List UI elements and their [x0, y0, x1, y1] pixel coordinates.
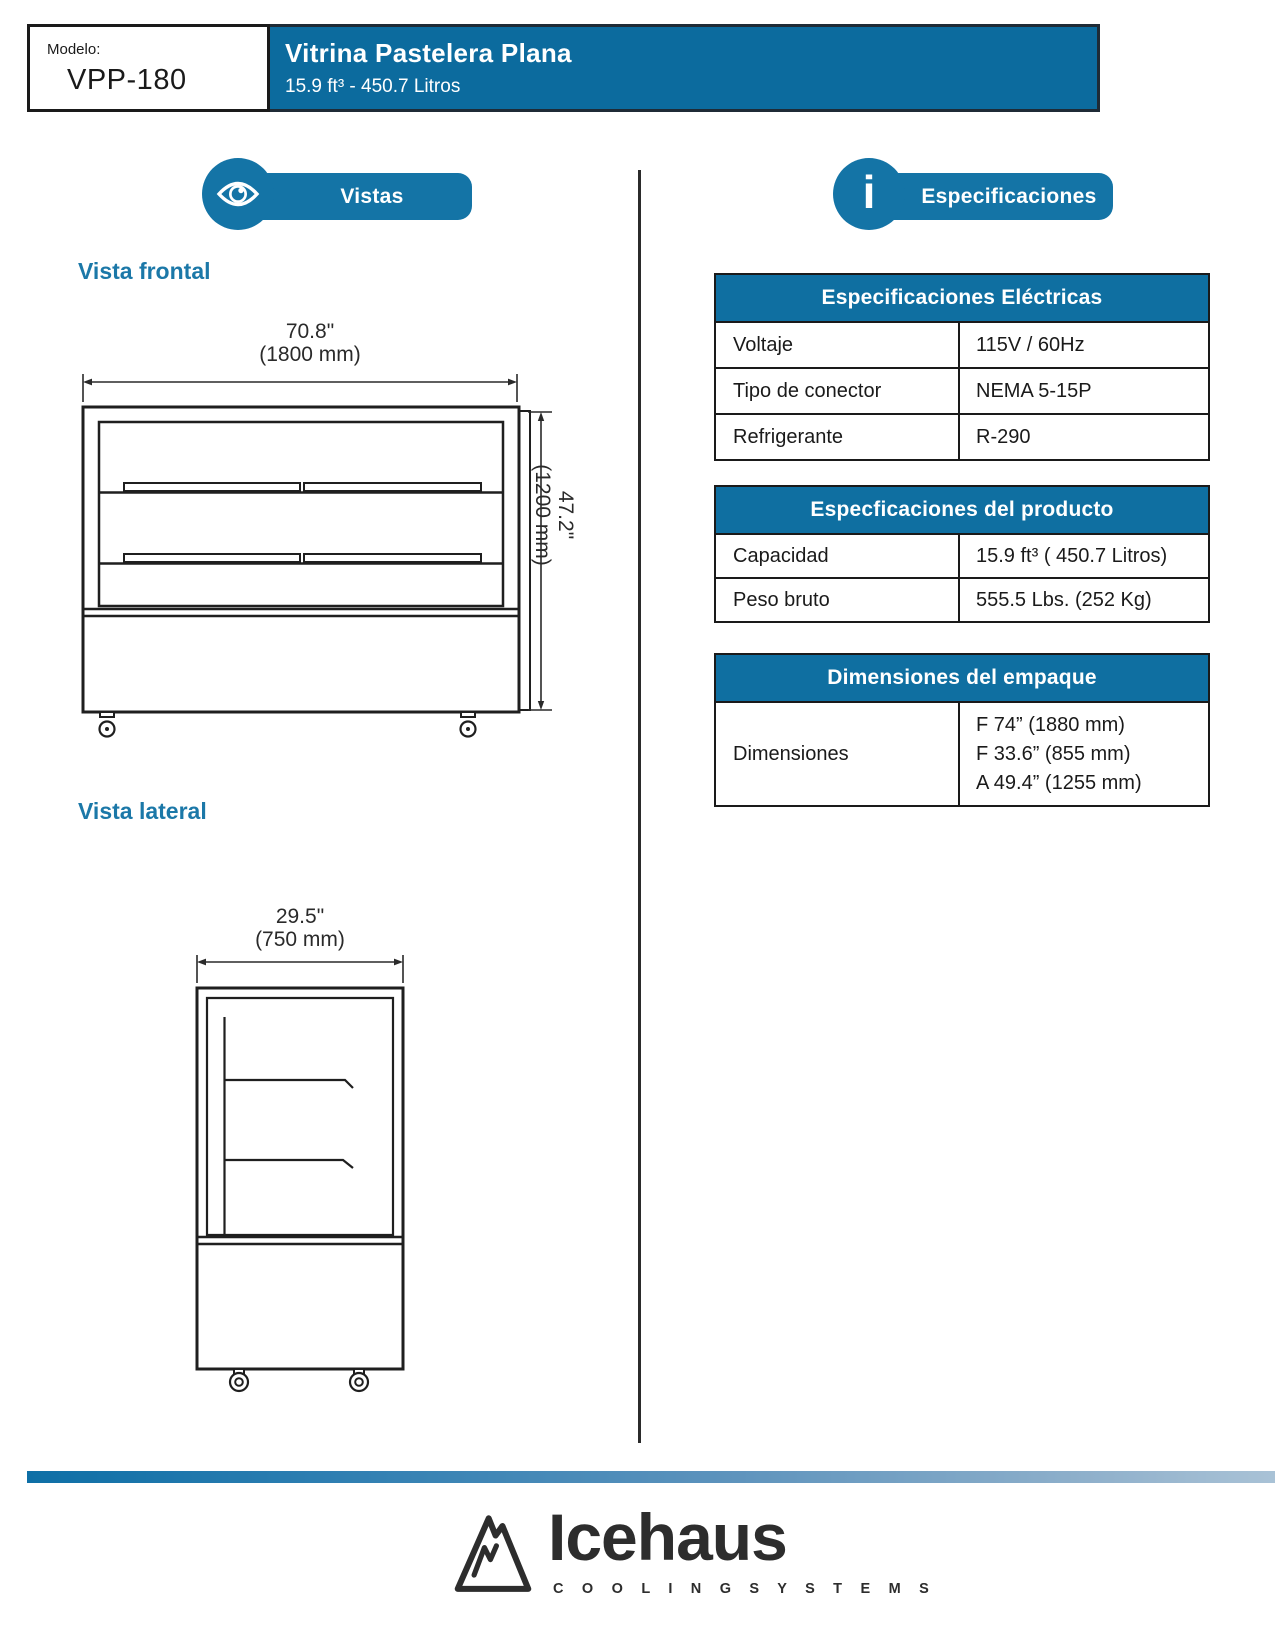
product-specs-table — [714, 485, 1210, 623]
model-label: Modelo: — [47, 41, 101, 58]
vistas-label: Vistas — [340, 184, 404, 208]
table-row — [716, 367, 1208, 413]
side-width-mm: (750 mm) — [255, 928, 345, 951]
packaging-dim-line-1: F 74” (1880 mm) — [976, 713, 1125, 736]
table-cell-label: Peso bruto — [733, 588, 830, 611]
side-left-caster — [230, 1369, 248, 1391]
front-width-inches: 70.8" — [285, 320, 335, 343]
front-right-caster — [461, 712, 476, 737]
front-height-dimension — [531, 455, 577, 575]
table-cell-label: Refrigerante — [733, 425, 844, 448]
column-divider — [638, 170, 641, 1443]
table-cell-value: R-290 — [958, 415, 1208, 459]
table-row — [716, 577, 1208, 621]
table-row — [716, 535, 1208, 577]
especificaciones-label: Especificaciones — [921, 184, 1097, 208]
front-view-drawing — [60, 370, 560, 748]
table-row — [716, 703, 1208, 805]
brand-name: Icehaus — [548, 1500, 787, 1574]
packaging-dimensions-title: Dimensiones del empaque — [716, 655, 1208, 703]
brand-tagline: C O O L I N G S Y S T E M S — [553, 1581, 936, 1597]
title-bar — [268, 24, 1100, 112]
table-cell-value: NEMA 5-15P — [958, 369, 1208, 413]
table-cell-label: Dimensiones — [733, 742, 849, 765]
table-cell-value: 15.9 ft³ ( 450.7 Litros) — [958, 535, 1208, 577]
footer-accent-bar — [27, 1471, 1275, 1483]
front-width-mm: (1800 mm) — [259, 343, 361, 366]
table-cell-value: 115V / 60Hz — [958, 323, 1208, 367]
product-subtitle: 15.9 ft³ - 450.7 Litros — [285, 76, 461, 97]
packaging-dim-line-2: F 33.6” (855 mm) — [976, 742, 1131, 765]
table-cell-value: 555.5 Lbs. (252 Kg) — [958, 579, 1208, 621]
model-box — [27, 24, 270, 112]
packaging-dimensions-table — [714, 653, 1210, 807]
front-height-mm: (1200 mm) — [531, 464, 554, 566]
info-icon: i — [862, 166, 876, 218]
packaging-dim-line-3: A 49.4” (1255 mm) — [976, 771, 1142, 794]
electrical-specs-table — [714, 273, 1210, 461]
table-cell-label: Capacidad — [733, 544, 829, 567]
table-row — [716, 323, 1208, 367]
model-value: VPP-180 — [67, 64, 187, 96]
product-specs-title: Especficaciones del producto — [716, 487, 1208, 535]
side-width-inches: 29.5" — [275, 905, 325, 928]
side-width-dimension — [190, 905, 410, 951]
table-cell-label: Tipo de conector — [733, 379, 882, 402]
front-left-caster — [100, 712, 115, 737]
side-right-caster — [350, 1369, 368, 1391]
front-view-title: Vista frontal — [78, 258, 211, 284]
table-cell-value — [958, 703, 1208, 805]
table-row — [716, 413, 1208, 459]
table-cell-label: Voltaje — [733, 333, 794, 356]
mountain-icon — [450, 1506, 536, 1596]
especificaciones-badge — [833, 158, 905, 230]
vistas-badge — [202, 158, 274, 230]
front-width-dimension — [190, 320, 430, 366]
section-header-especificaciones — [869, 173, 1113, 220]
product-title: Vitrina Pastelera Plana — [285, 38, 572, 68]
side-view-title: Vista lateral — [78, 798, 207, 824]
side-view-drawing — [150, 950, 450, 1398]
eye-icon — [216, 179, 260, 209]
electrical-specs-title: Especificaciones Eléctricas — [716, 275, 1208, 323]
front-height-inches: 47.2" — [554, 490, 577, 540]
